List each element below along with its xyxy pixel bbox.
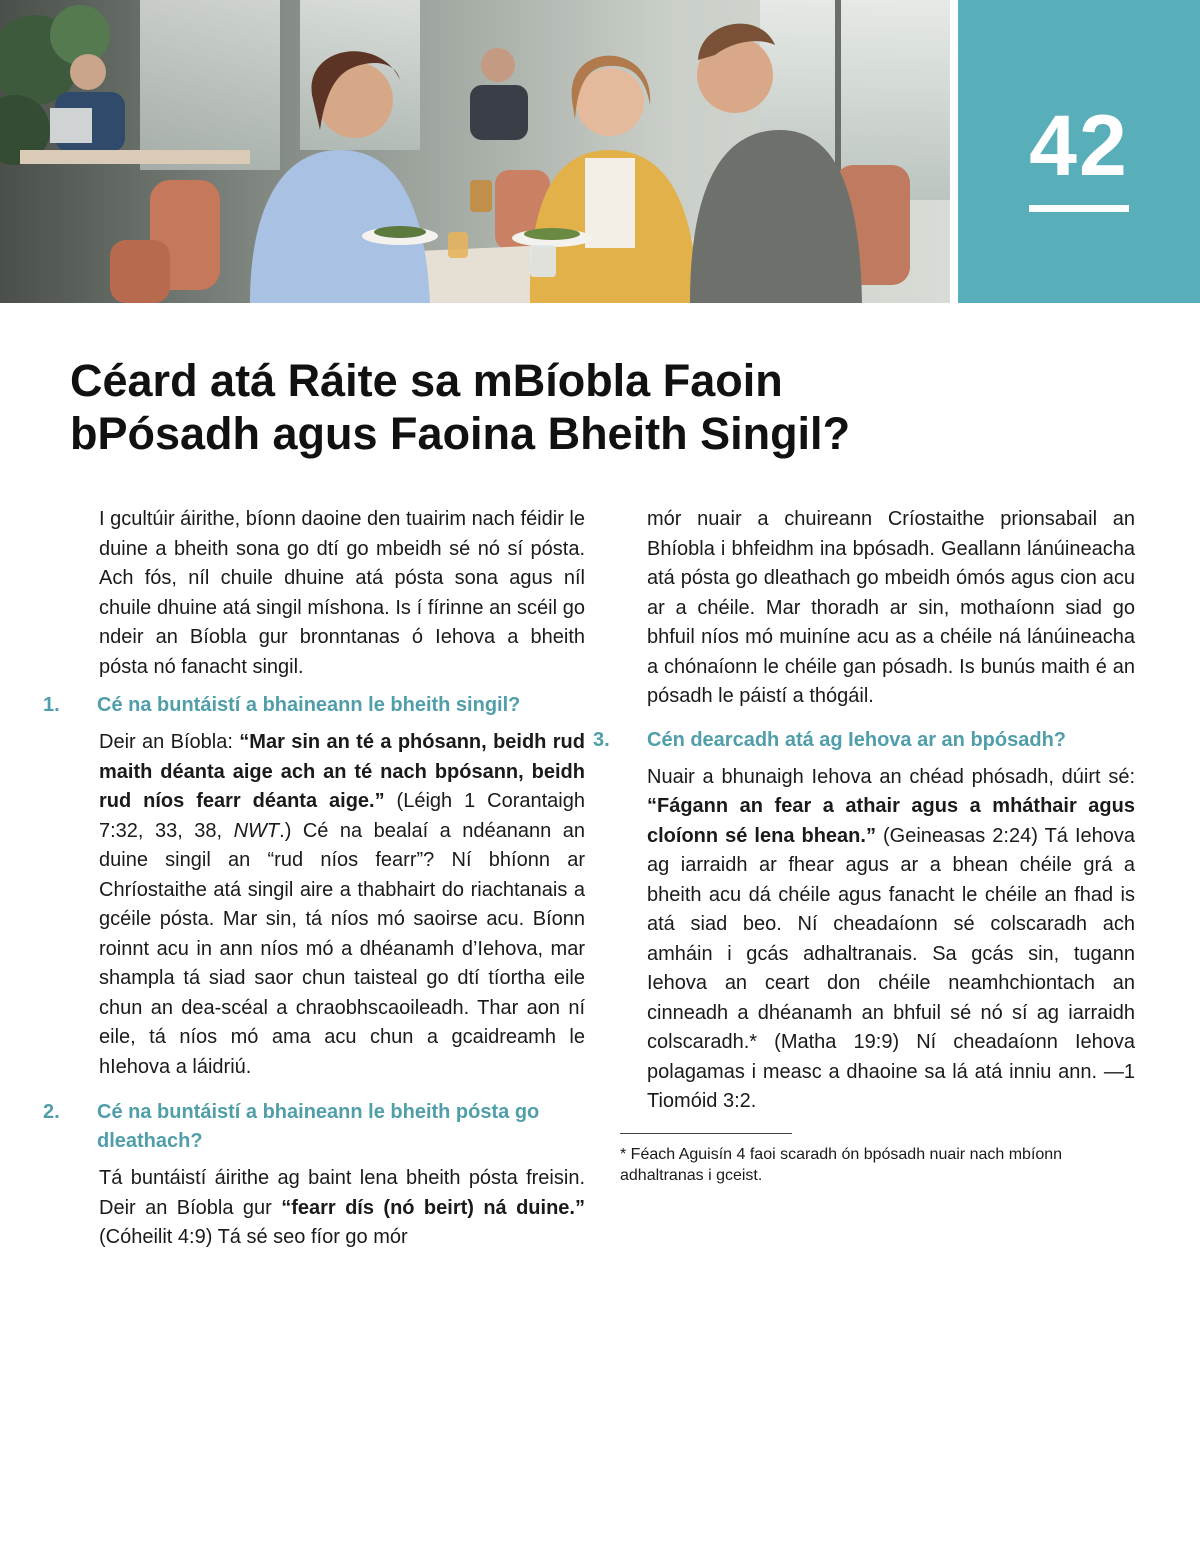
- restaurant-scene-illustration: [0, 0, 950, 303]
- intro-paragraph: I gcultúir áirithe, bíonn daoine den tuairim nach féidir le duine a bheith sona go dtí go mbeidh sé nó sí pósta. Ach fós, níl chuile dhuine atá pósta sona agus níl chuile dhuine atá singil míshona. Is í fírinne an scéil go ndeir an Bíobla gur bronntanas ó Iehova a bheith pósta nó fanacht singil.: [99, 508, 585, 678]
- question-2-heading: [43, 1098, 585, 1156]
- q1-bible-version: NWT: [233, 819, 280, 842]
- footnote-divider: [620, 1133, 792, 1134]
- question-1-paragraph: [70, 728, 585, 1082]
- q2-text-start: Tá buntáistí áirithe ag baint lena bheith pósta freisin. Deir an Bíobla gur: [99, 1167, 585, 1219]
- page-title-line-1: Céard atá Ráite sa mBíobla Faoin: [70, 355, 783, 406]
- question-2-paragraph: [70, 1164, 585, 1253]
- lesson-number-underline: [1029, 205, 1129, 212]
- footnote: * Féach Aguisín 4 faoi scaradh ón bpósadh nuair nach mbíonn adhaltranas i gceist.: [620, 1145, 1063, 1184]
- question-3-heading: [593, 726, 1135, 755]
- question-1-number: 1.: [43, 694, 60, 716]
- q1-reference: (Léigh 1 Corantaigh 7:32, 33, 38,: [99, 790, 585, 842]
- q3-bible-quote: “Fágann an fear a athair agus a mháthair agus cloíonn sé lena bhean.”: [647, 795, 1135, 847]
- lesson-number: 42: [1029, 98, 1129, 194]
- question-2-paragraph-continued: mór nuair a chuireann Críostaithe prionsabail an Bhíobla i bhfeidhm ina bpósadh. Geallann lánúineacha atá pósta go dleathach go mbeidh ómós agus cion acu ar a chéile. Mar thoradh ar sin, mothaíonn siad go bhfuil níos mó muiníne acu as a chéile ná lánúineacha a chónaíonn le chéile gan pósadh. Is bunús maith é an pósadh le páistí a thógáil.: [647, 508, 1135, 707]
- q1-text-start: Deir an Bíobla:: [99, 731, 240, 753]
- question-3-text: Cén dearcadh atá ag Iehova ar an bpósadh?: [647, 728, 1067, 751]
- right-column: [593, 505, 1135, 1186]
- page-title-line-2: bPósadh agus Faoina Bheith Singil?: [70, 408, 851, 459]
- q3-text-rest: (Geineasas 2:24) Tá Iehova ag iarraidh ar fhear agus ar a bhean chéile grá a bheith acu dá chéile agus fanacht le chéile an fhad is atá siad beo. Ní cheadaíonn sé colscaradh ach amháin i gcás adhaltranais. Sa gcás sin, tugann Iehova an ceart don chéile neamhchiontach an cinneadh a dhéanamh an bhfuil sé nó sí ag iarraidh colscaradh.* (Matha 19:9) Ní cheadaíonn Iehova polagamas i measc a dhaoine sa lá atá inniu ann. —1 Tiomóid 3:2.: [647, 824, 1135, 1112]
- question-1-text: Cé na buntáistí a bhaineann le bheith singil?: [97, 694, 521, 716]
- question-1-heading: [43, 691, 585, 720]
- question-3-number: 3.: [593, 728, 610, 751]
- q1-bible-quote: “Mar sin an té a phósann, beidh rud maith déanta aige ach an té nach bpósann, beidh rud níos fearr déanta aige.”: [99, 731, 585, 812]
- q1-text-rest: .) Cé na bealaí a ndéanann an duine singil an “rud níos fearr”? Ní bhíonn ar Chríostaithe atá singil aire a thabhairt do riachtanais a gcéile pósta. Mar sin, tá níos mó saoirse acu. Bíonn roinnt acu in ann níos mó a dhéanamh d’Iehova, mar shampla tá siad saor chun taisteal go dtí tíortha eile chun an dea-scéal a chraobhscaoileadh. Thar aon ní eile, tá níos mó ama acu chun a gcaidreamh le hIehova a láidriú.: [99, 819, 586, 1078]
- left-column: [43, 505, 586, 1253]
- q3-text-start: Nuair a bhunaigh Iehova an chéad phósadh, dúirt sé:: [647, 765, 1135, 788]
- lesson-number-tab: [958, 0, 1200, 303]
- question-2-number: 2.: [43, 1101, 60, 1123]
- q2-bible-quote: “fearr dís (nó beirt) ná duine.”: [281, 1196, 585, 1219]
- hero-photo: [0, 0, 950, 303]
- page-title: [70, 354, 1130, 460]
- q2-text-mid: (Cóheilit 4:9) Tá sé seo fíor go mór: [99, 1226, 408, 1248]
- question-2-text: Cé na buntáistí a bhaineann le bheith pósta go dleathach?: [97, 1101, 540, 1152]
- question-3-paragraph: [620, 763, 1135, 1117]
